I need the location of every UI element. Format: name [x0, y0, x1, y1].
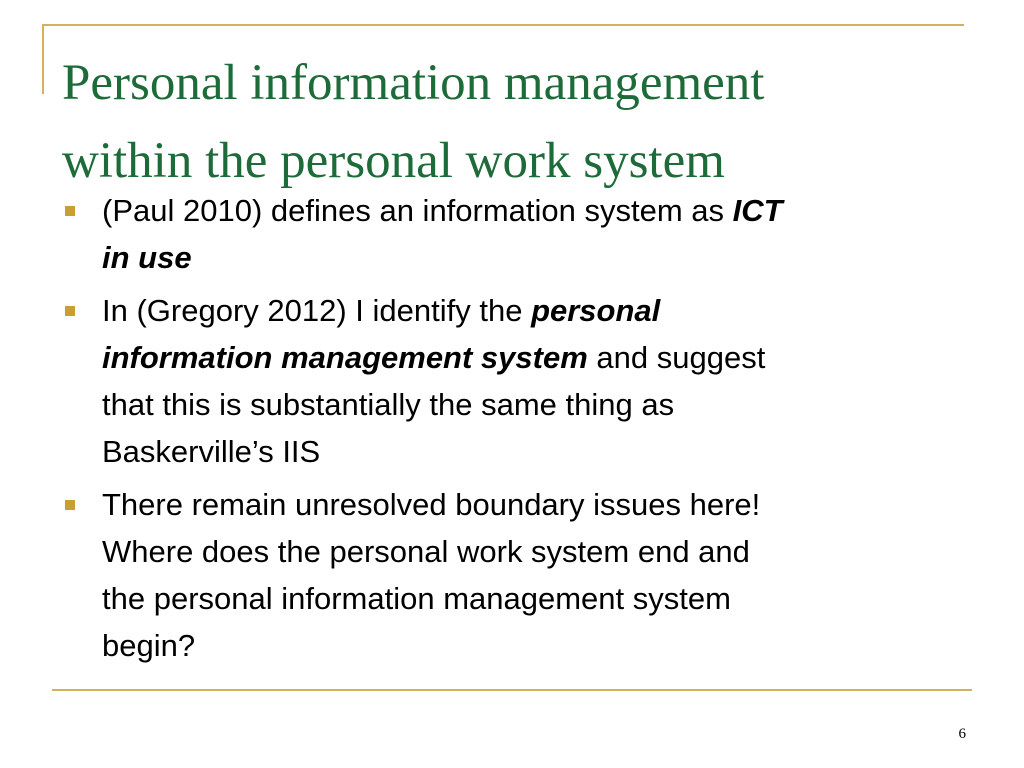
bullet-text: In (Gregory 2012) I identify the — [102, 293, 532, 328]
bullet-item — [60, 287, 960, 475]
bullet-text: Baskerville’s IIS — [102, 434, 321, 469]
slide-title-line-2: within the personal work system — [62, 133, 725, 189]
top-accent-rule — [42, 24, 964, 26]
left-accent-rule — [42, 24, 44, 94]
bullet-emphasis-text: personal — [531, 293, 661, 328]
bullet-emphasis-text: in use — [102, 240, 192, 275]
bullet-text: that this is substantially the same thing as — [102, 387, 675, 422]
bullet-text: begin? — [102, 628, 196, 663]
bullet-line — [102, 234, 960, 281]
bullet-line — [102, 428, 960, 475]
bullet-text: There remain unresolved boundary issues here! — [102, 487, 761, 522]
bullet-line — [102, 334, 960, 381]
bullet-list — [60, 187, 960, 675]
bullet-text: and suggest — [587, 340, 766, 375]
bullet-item — [60, 481, 960, 669]
bullet-text: Where does the personal work system end and — [102, 534, 750, 569]
bottom-accent-rule — [52, 689, 972, 691]
bullet-line — [102, 287, 960, 334]
square-bullet-icon — [65, 306, 75, 316]
bullet-item — [60, 187, 960, 281]
square-bullet-icon — [65, 206, 75, 216]
bullet-emphasis-text: information management system — [102, 340, 588, 375]
bullet-text: the personal information management system — [102, 581, 731, 616]
slide-title-line-1: Personal information management — [62, 55, 765, 111]
bullet-line — [102, 481, 960, 528]
bullet-emphasis-text: ICT — [732, 193, 783, 228]
bullet-line — [102, 528, 960, 575]
slide-title — [62, 44, 982, 200]
bullet-line — [102, 575, 960, 622]
bullet-line — [102, 381, 960, 428]
bullet-line — [102, 187, 960, 234]
page-number: 6 — [958, 726, 966, 742]
bullet-line — [102, 622, 960, 669]
bullet-text: (Paul 2010) defines an information system as — [102, 193, 733, 228]
square-bullet-icon — [65, 500, 75, 510]
